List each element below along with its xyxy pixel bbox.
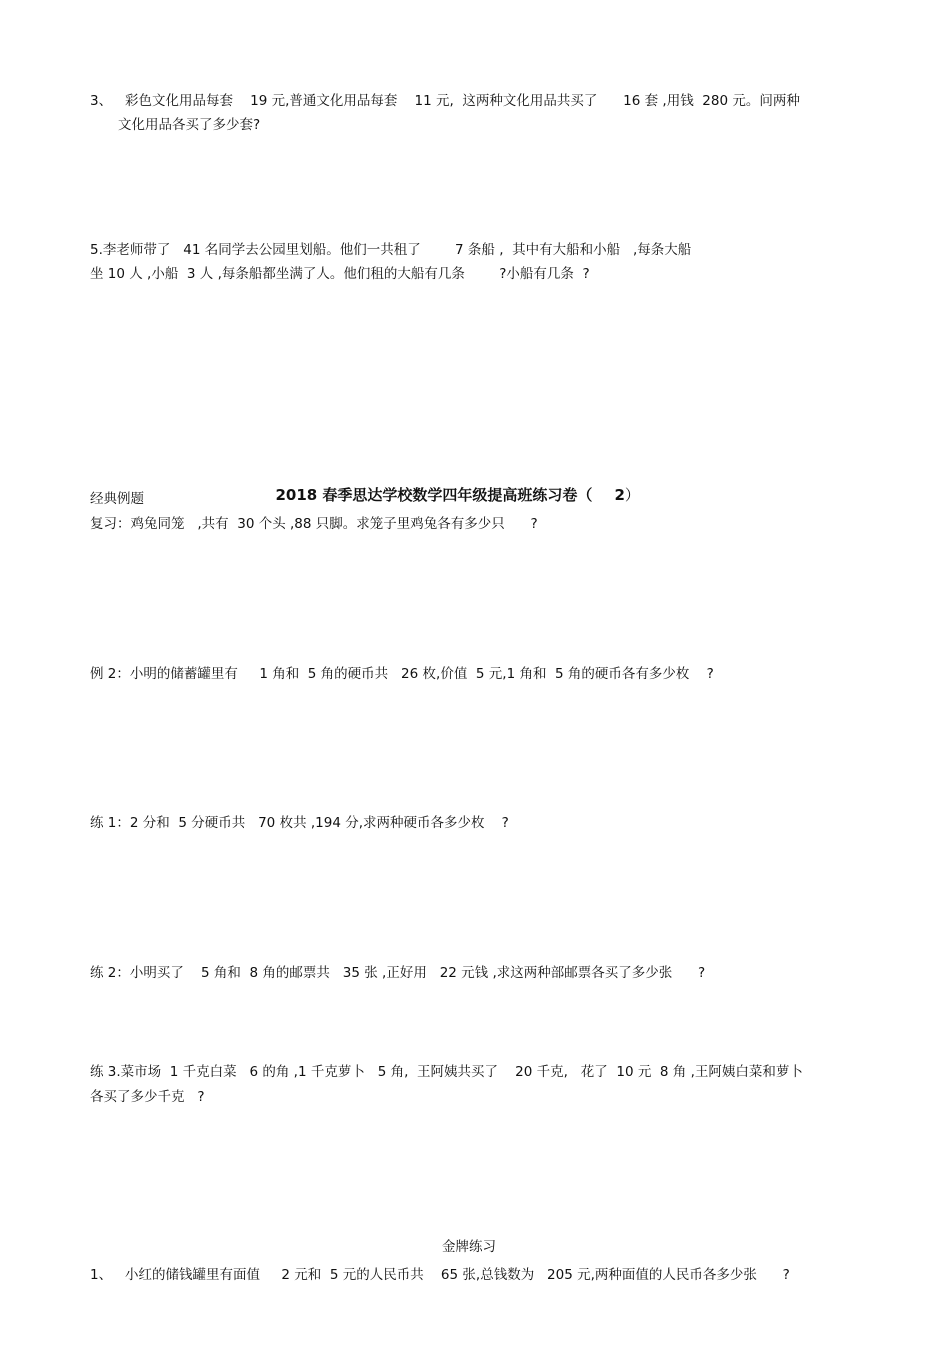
review-question: 复习：鸡兔同笼 ,共有 30 个头 ,88 只脚。求笼子里鸡兔各有多少只 ?	[90, 516, 538, 532]
example-2-question: 例 2：小明的储蓄罐里有 1 角和 5 角的硬币共 26 枚,价值 5 元,1 角和 5 角的硬币各有多少枚 ?	[90, 666, 714, 682]
worksheet-title	[265, 465, 640, 505]
question-3-line-1: 3、 彩色文化用品每套 19 元,普通文化用品每套 11 元, 这两种文化用品共买了 16 套 ,用钱 280 元。问两种	[90, 93, 800, 109]
section-label-classic-examples: 经典例题	[90, 491, 144, 507]
question-5-line-2: 坐 10 人 ,小船 3 人 ,每条船都坐满了人。他们租的大船有几条 ?小船有几条 ?	[90, 266, 590, 282]
practice-2-question: 练 2：小明买了 5 角和 8 角的邮票共 35 张 ,正好用 22 元钱 ,求这两种部邮票各买了多少张 ?	[90, 965, 706, 981]
worksheet-title-number: 2	[614, 486, 625, 504]
worksheet-title-text: 2018 春季思达学校数学四年级提高班练习卷（	[275, 486, 593, 504]
question-3-line-2: 文化用品各买了多少套?	[118, 117, 261, 133]
practice-3-line-1: 练 3.菜市场 1 千克白菜 6 的角 ,1 千克萝卜 5 角, 王阿姨共买了 20 千克, 花了 10 元 8 角 ,王阿姨白菜和萝卜	[90, 1064, 803, 1080]
worksheet-title-close: ）	[624, 486, 640, 504]
practice-3-line-2: 各买了多少千克 ?	[90, 1089, 205, 1105]
section-label-gold-practice: 金牌练习	[442, 1239, 496, 1255]
gold-question-1: 1、 小红的储钱罐里有面值 2 元和 5 元的人民币共 65 张,总钱数为 205 元,两种面值的人民币各多少张 ?	[90, 1267, 790, 1283]
question-5-line-1: 5.李老师带了 41 名同学去公园里划船。他们一共租了 7 条船 , 其中有大船和小船 ,每条大船	[90, 242, 692, 258]
practice-1-question: 练 1：2 分和 5 分硬币共 70 枚共 ,194 分,求两种硬币各多少枚 ?	[90, 815, 509, 831]
